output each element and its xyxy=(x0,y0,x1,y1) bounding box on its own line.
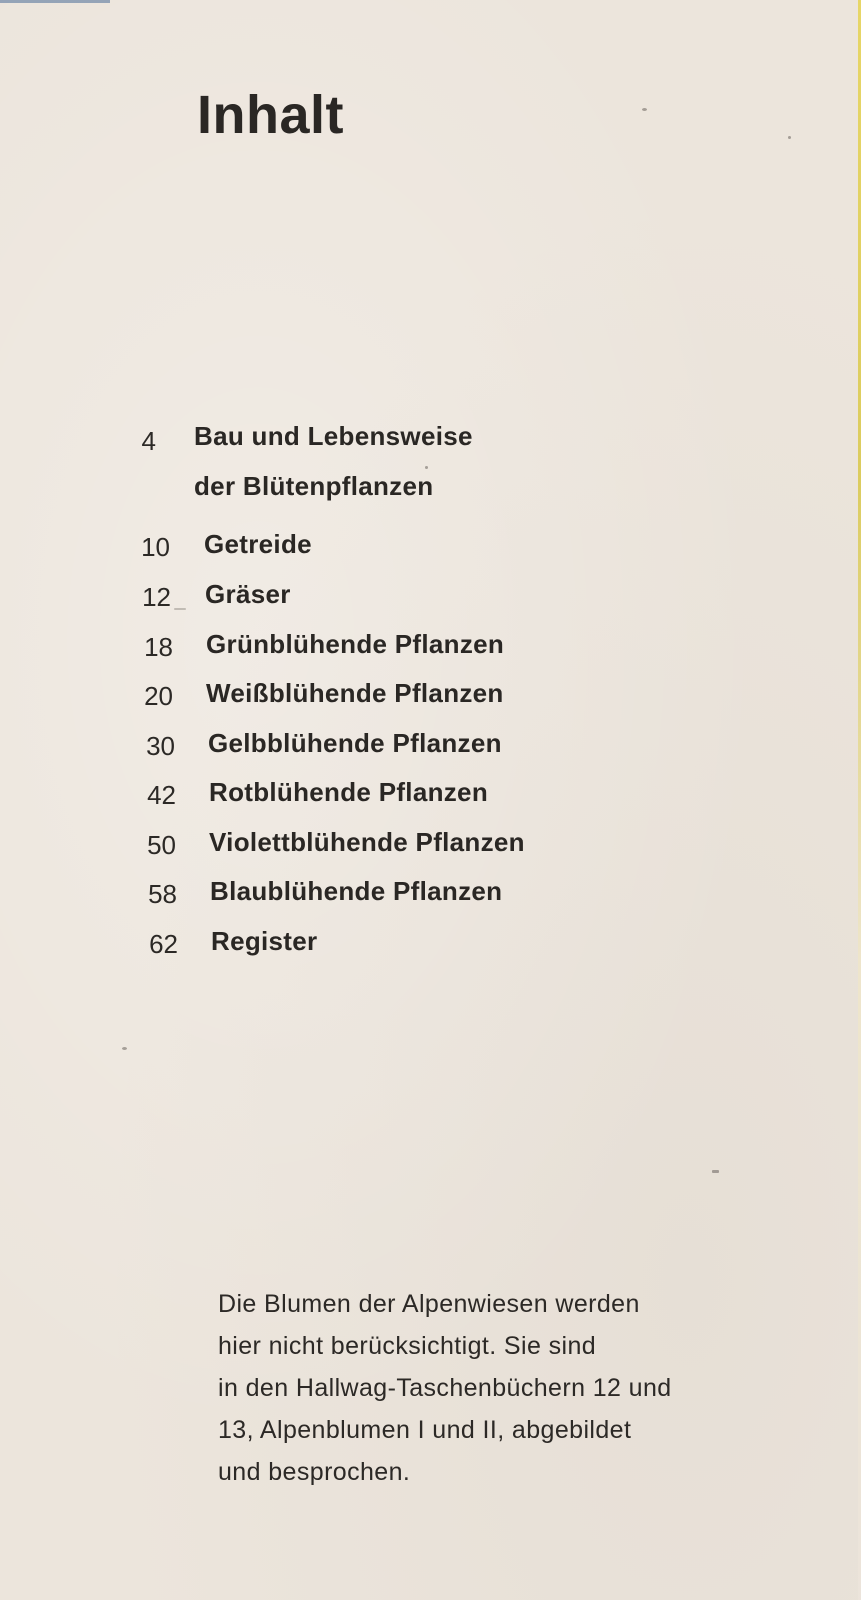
toc-page-number: 4 xyxy=(141,426,156,456)
toc-label: Register xyxy=(211,926,318,956)
toc-entry xyxy=(0,581,861,631)
toc-entry xyxy=(0,531,861,581)
paper-speck xyxy=(788,136,791,139)
toc-label: Getreide xyxy=(204,529,312,559)
toc-page-number: 42 xyxy=(147,780,176,810)
footnote-text xyxy=(218,1283,838,1493)
toc-page-number: 58 xyxy=(148,879,177,909)
toc-label: Gelbblühende Pflanzen xyxy=(208,728,502,758)
toc-label: Rotblühende Pflanzen xyxy=(209,777,488,807)
footnote-line: in den Hallwag-Taschenbüchern 12 und xyxy=(218,1374,672,1402)
toc-label: Bau und Lebensweise xyxy=(194,421,473,451)
page-top-edge xyxy=(0,0,110,3)
toc-entry xyxy=(0,730,861,780)
toc-label-continued: der Blütenpflanzen xyxy=(194,471,434,501)
toc-entry xyxy=(0,421,861,501)
toc-entry xyxy=(0,779,861,829)
toc-entry xyxy=(0,631,861,681)
toc-entry xyxy=(0,928,861,978)
toc-label: Weißblühende Pflanzen xyxy=(206,678,504,708)
footnote-line: Die Blumen der Alpenwiesen werden xyxy=(218,1290,640,1318)
toc-entry xyxy=(0,829,861,879)
toc-label: Gräser xyxy=(205,579,291,609)
paper-speck xyxy=(642,108,647,111)
toc-page-number: 10 xyxy=(141,532,170,562)
toc-page-number: 18 xyxy=(144,632,173,662)
toc-label: Grünblühende Pflanzen xyxy=(206,629,505,659)
toc-page-number: 50 xyxy=(147,830,176,860)
toc-page-number: 12 xyxy=(142,582,171,612)
toc-entry xyxy=(0,680,861,730)
footnote-line: hier nicht berücksichtigt. Sie sind xyxy=(218,1332,597,1360)
toc-page-number: 62 xyxy=(149,929,178,959)
paper-speck xyxy=(174,608,186,610)
paper-speck xyxy=(122,1047,127,1050)
paper-speck xyxy=(712,1170,719,1173)
page-title: Inhalt xyxy=(197,85,344,145)
toc-label: Blaublühende Pflanzen xyxy=(210,876,503,906)
toc-page-number: 30 xyxy=(146,731,175,761)
paper-speck xyxy=(425,466,428,469)
footnote-line: 13, Alpenblumen I und II, abgebildet xyxy=(218,1416,632,1444)
toc-label: Violettblühende Pflanzen xyxy=(209,827,525,857)
toc-entry xyxy=(0,878,861,928)
footnote-line: und besprochen. xyxy=(218,1458,411,1486)
toc-page-number: 20 xyxy=(144,681,173,711)
